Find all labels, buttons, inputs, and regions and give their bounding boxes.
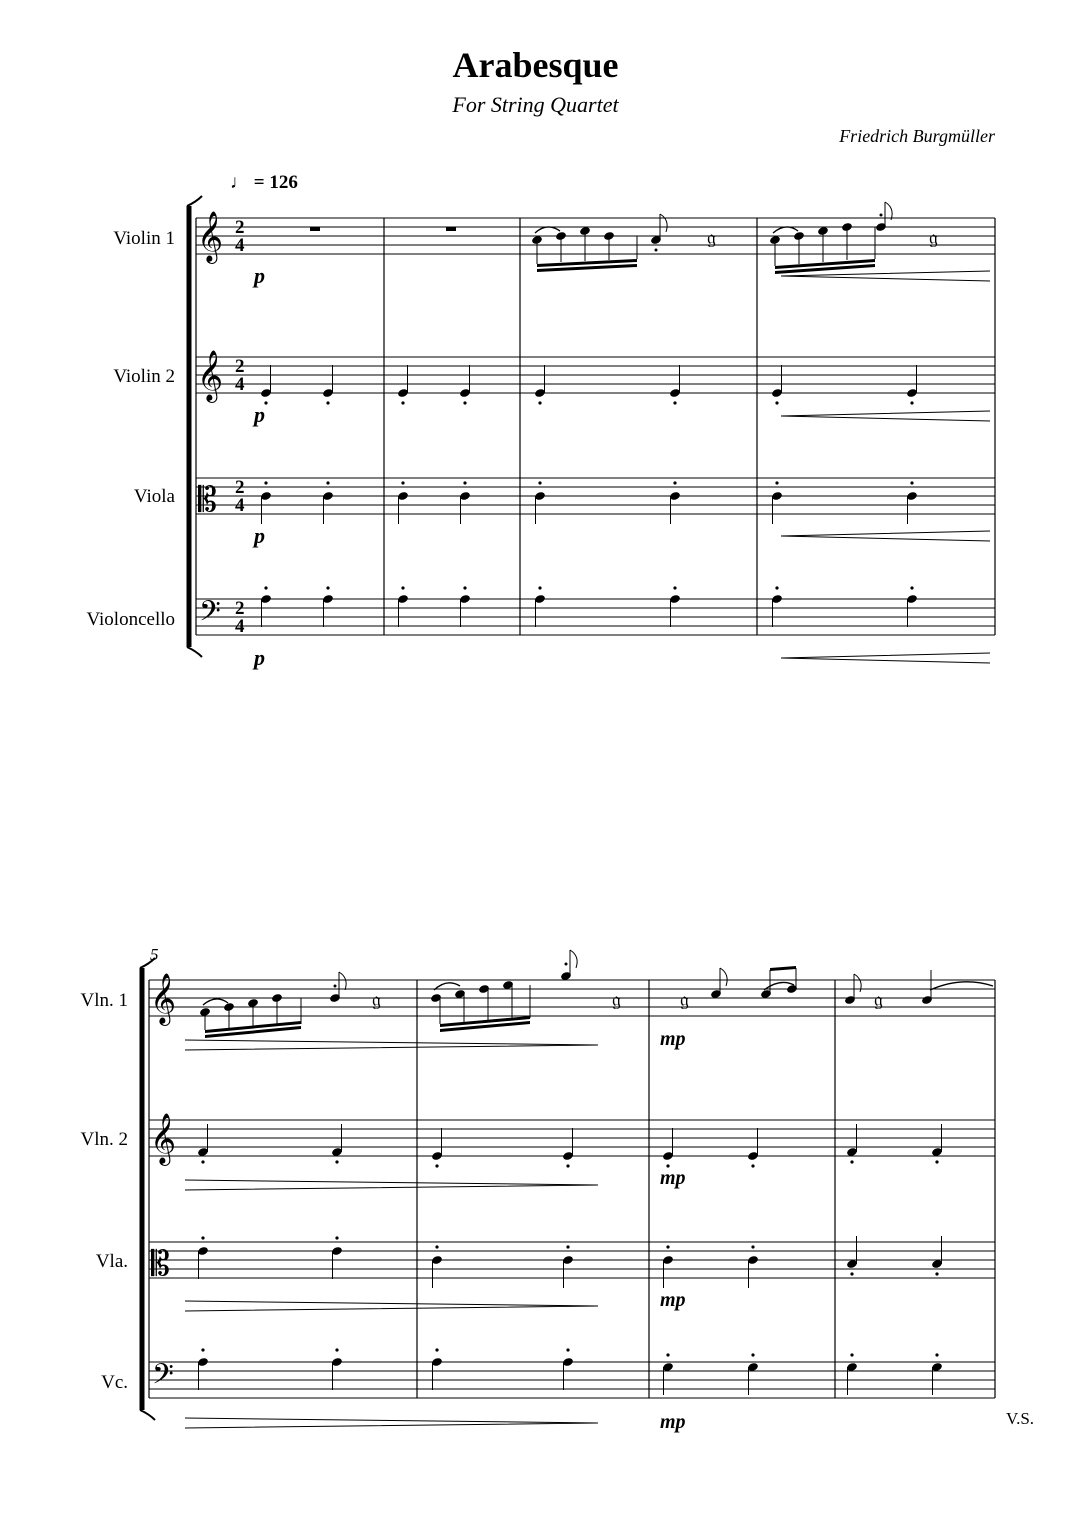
quarter-note-icon: ♩ bbox=[230, 172, 249, 193]
instrument-label-viola: Viola bbox=[133, 486, 175, 507]
staccato-dot bbox=[435, 1348, 438, 1351]
eighth-rest: 𝔤 bbox=[929, 227, 938, 249]
system-2 bbox=[81, 945, 996, 1433]
crescendo-hairpin bbox=[781, 653, 990, 663]
volti-subito-marking: V.S. bbox=[1006, 1409, 1035, 1428]
svg-text:𝔤: 𝔤 bbox=[612, 989, 621, 1011]
staccato-dot bbox=[850, 1353, 853, 1356]
diminuendo-hairpin bbox=[185, 1180, 598, 1190]
staccato-dot bbox=[673, 586, 676, 589]
bass-clef-icon: 𝄢 bbox=[152, 1360, 174, 1397]
staccato-dot bbox=[326, 586, 329, 589]
system-1 bbox=[86, 196, 995, 670]
staff-cello bbox=[196, 599, 995, 635]
treble-clef-icon: 𝄞 bbox=[197, 351, 224, 400]
instrument-label-violin2: Vln. 2 bbox=[80, 1129, 128, 1150]
svg-text:4: 4 bbox=[235, 235, 245, 256]
barlines bbox=[196, 218, 995, 635]
svg-text:2: 2 bbox=[235, 477, 245, 498]
staccato-dot bbox=[463, 401, 466, 404]
staccato-dot bbox=[435, 1164, 438, 1167]
svg-text:2: 2 bbox=[235, 217, 245, 238]
staccato-dot bbox=[673, 401, 676, 404]
alto-clef-icon: 𝄡 bbox=[151, 1246, 170, 1283]
staccato-dot bbox=[935, 1272, 938, 1275]
cello-notes bbox=[197, 1348, 943, 1395]
svg-text:4: 4 bbox=[235, 616, 245, 637]
staccato-dot bbox=[775, 481, 778, 484]
instrument-label-violin1: Vln. 1 bbox=[80, 990, 128, 1011]
staccato-dot bbox=[538, 481, 541, 484]
staccato-dot bbox=[910, 401, 913, 404]
dynamic-marking: p bbox=[254, 402, 265, 427]
staccato-dot bbox=[751, 1245, 754, 1248]
composer-name: Friedrich Burgmüller bbox=[839, 126, 995, 146]
staccato-dot bbox=[401, 481, 404, 484]
staccato-dot bbox=[538, 586, 541, 589]
crescendo-hairpin bbox=[781, 411, 990, 421]
staccato-dot bbox=[538, 401, 541, 404]
tempo-value: = 126 bbox=[253, 172, 298, 193]
staccato-dot bbox=[910, 586, 913, 589]
measure-number: 5 bbox=[150, 945, 159, 964]
treble-clef-icon: 𝄞 bbox=[150, 974, 177, 1023]
staccato-dot bbox=[566, 1348, 569, 1351]
svg-text:2: 2 bbox=[235, 356, 245, 377]
dynamic-marking: mp bbox=[660, 1167, 686, 1189]
dynamic-marking: p bbox=[254, 645, 265, 670]
staccato-dot bbox=[401, 586, 404, 589]
staccato-dot bbox=[935, 1353, 938, 1356]
svg-text:4: 4 bbox=[235, 374, 245, 395]
svg-text:𝔤: 𝔤 bbox=[372, 989, 381, 1011]
staccato-dot bbox=[335, 1236, 338, 1239]
viola-notes bbox=[197, 1236, 943, 1288]
staccato-dot bbox=[566, 1164, 569, 1167]
staccato-dot bbox=[751, 1353, 754, 1356]
staccato-dot bbox=[201, 1160, 204, 1163]
dynamic-marking: p bbox=[254, 263, 265, 288]
staccato-dot bbox=[666, 1353, 669, 1356]
staccato-dot bbox=[326, 481, 329, 484]
staccato-dot bbox=[401, 401, 404, 404]
staccato-dot bbox=[850, 1272, 853, 1275]
bass-clef-icon: 𝄢 bbox=[199, 597, 221, 634]
system-bracket bbox=[187, 196, 202, 657]
diminuendo-hairpin bbox=[185, 1301, 598, 1311]
system-bracket bbox=[140, 958, 155, 1420]
svg-text:𝔤: 𝔤 bbox=[874, 989, 883, 1011]
staccato-dot bbox=[666, 1245, 669, 1248]
treble-clef-icon: 𝄞 bbox=[197, 212, 224, 261]
instrument-label-viola: Vla. bbox=[95, 1251, 128, 1272]
staccato-dot bbox=[775, 401, 778, 404]
instrument-label-violin2: Violin 2 bbox=[113, 366, 175, 387]
staccato-dot bbox=[201, 1348, 204, 1351]
dynamic-marking: mp bbox=[660, 1411, 686, 1433]
crescendo-hairpin bbox=[781, 271, 990, 281]
svg-text:2: 2 bbox=[235, 598, 245, 619]
staccato-dot bbox=[335, 1160, 338, 1163]
staccato-dot bbox=[264, 586, 267, 589]
violin2-notes bbox=[260, 365, 918, 405]
staccato-dot bbox=[850, 1160, 853, 1163]
staccato-dot bbox=[673, 481, 676, 484]
staccato-dot bbox=[566, 1245, 569, 1248]
staff-cello bbox=[149, 1362, 995, 1398]
violin1-notes bbox=[185, 950, 993, 1050]
instrument-label-cello: Violoncello bbox=[86, 609, 175, 630]
eighth-rest: 𝔤 bbox=[707, 227, 716, 249]
staccato-dot bbox=[201, 1236, 204, 1239]
staccato-dot bbox=[935, 1160, 938, 1163]
score-title: Arabesque bbox=[452, 45, 619, 85]
staccato-dot bbox=[326, 401, 329, 404]
staccato-dot bbox=[751, 1164, 754, 1167]
crescendo-hairpin bbox=[781, 531, 990, 541]
dynamic-marking: mp bbox=[660, 1289, 686, 1311]
alto-clef-icon: 𝄡 bbox=[198, 482, 217, 519]
staccato-dot bbox=[435, 1245, 438, 1248]
treble-clef-icon: 𝄞 bbox=[150, 1114, 177, 1163]
score-subtitle: For String Quartet bbox=[452, 92, 619, 117]
staccato-dot bbox=[463, 481, 466, 484]
staccato-dot bbox=[264, 481, 267, 484]
instrument-label-violin1: Violin 1 bbox=[113, 228, 175, 249]
staccato-dot bbox=[775, 586, 778, 589]
whole-rest bbox=[446, 227, 456, 231]
svg-text:4: 4 bbox=[235, 495, 245, 516]
staff-viola bbox=[196, 478, 995, 514]
staccato-dot bbox=[463, 586, 466, 589]
dynamic-marking: mp bbox=[660, 1028, 686, 1050]
dynamic-marking: p bbox=[254, 523, 265, 548]
diminuendo-hairpin bbox=[185, 1040, 598, 1050]
violin2-notes bbox=[197, 1124, 943, 1168]
instrument-label-cello: Vc. bbox=[101, 1372, 128, 1393]
staccato-dot bbox=[910, 481, 913, 484]
diminuendo-hairpin bbox=[185, 1418, 598, 1428]
time-signatures bbox=[235, 217, 245, 637]
viola-notes bbox=[260, 481, 918, 524]
staff-violin2 bbox=[196, 357, 995, 393]
staccato-dot bbox=[335, 1348, 338, 1351]
whole-rest bbox=[310, 227, 320, 231]
svg-text:𝔤: 𝔤 bbox=[680, 989, 689, 1011]
cello-notes bbox=[260, 586, 918, 627]
